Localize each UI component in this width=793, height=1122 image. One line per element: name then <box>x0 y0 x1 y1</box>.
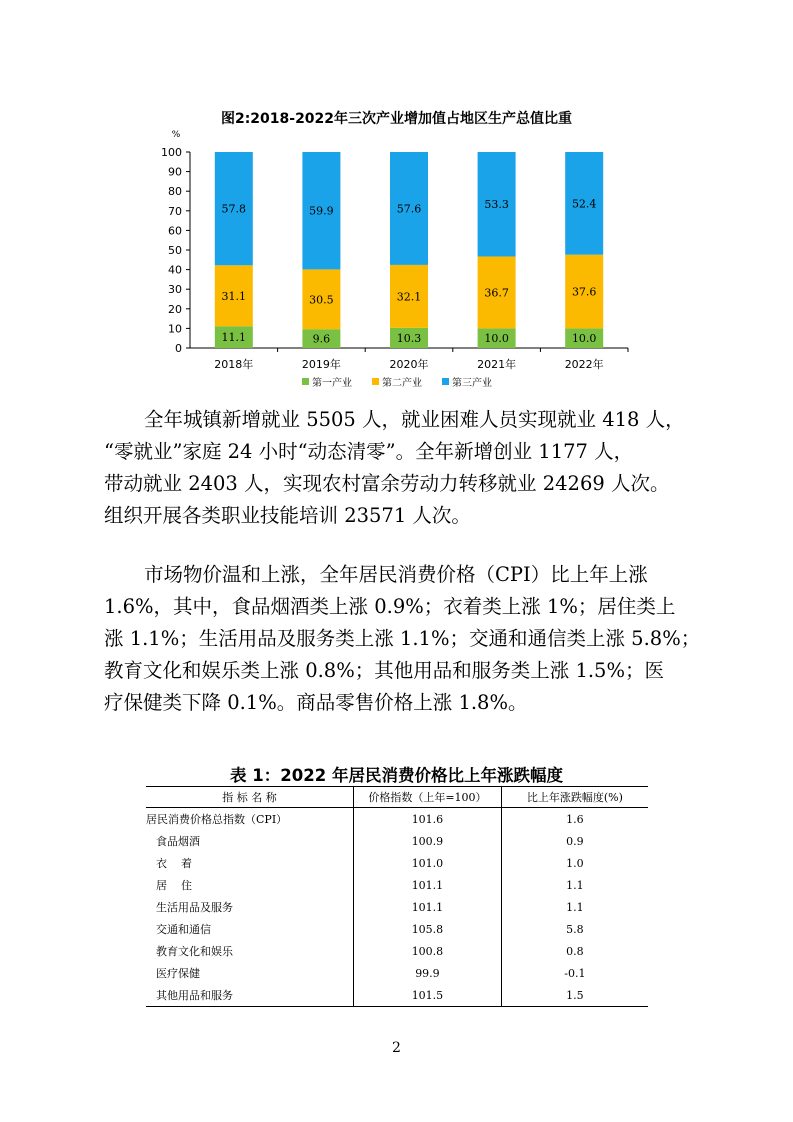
price-paragraph <box>104 559 701 719</box>
legend-label: 第三产业 <box>452 378 492 389</box>
row-index: 100.8 <box>354 940 502 962</box>
y-tick-label: 30 <box>168 283 182 297</box>
y-unit-label: % <box>171 130 181 140</box>
data-label: 32.1 <box>396 290 422 304</box>
header-indicator-name: 指 标 名 称 <box>146 787 354 808</box>
x-tick-label: 2018年 <box>214 358 254 371</box>
data-label: 57.6 <box>396 202 422 216</box>
legend-swatch <box>302 378 309 385</box>
row-index: 101.1 <box>354 874 502 896</box>
row-index: 105.8 <box>354 918 502 940</box>
data-label: 37.6 <box>571 285 597 299</box>
row-name: 居民消费价格总指数（CPI） <box>146 813 288 826</box>
y-tick-label: 60 <box>168 224 182 238</box>
stacked-bar-chart <box>0 0 793 400</box>
row-name: 其他用品和服务 <box>146 984 354 1007</box>
y-tick-label: 40 <box>168 263 182 277</box>
page-number: 2 <box>392 1040 401 1056</box>
table-row <box>146 984 648 1007</box>
y-tick-label: 50 <box>168 244 182 257</box>
legend-label: 第二产业 <box>382 378 422 389</box>
para2-line: 1.6%，其中，食品烟酒类上涨 0.9%；衣着类上涨 1%；居住类上 <box>104 595 676 618</box>
header-change: 比上年涨跌幅度(%) <box>501 787 648 808</box>
row-change: 1.6 <box>501 808 648 831</box>
row-change: 1.5 <box>501 984 648 1007</box>
data-label: 57.8 <box>221 202 247 216</box>
table-header-row <box>146 787 648 808</box>
row-change: -0.1 <box>501 962 648 984</box>
para2-line: 市场物价温和上涨，全年居民消费价格（CPI）比上年上涨 <box>144 563 648 586</box>
row-name: 食品烟酒 <box>156 835 200 848</box>
row-change: 5.8 <box>501 918 648 940</box>
para2-line: 涨 1.1%；生活用品及服务类上涨 1.1%；交通和通信类上涨 5.8%； <box>104 627 701 650</box>
row-index: 101.1 <box>354 896 502 918</box>
table-row <box>146 852 648 874</box>
row-name: 居 住 <box>156 879 192 892</box>
data-label: 59.9 <box>309 204 334 218</box>
row-index: 101.5 <box>354 984 502 1007</box>
row-change: 1.1 <box>501 874 648 896</box>
y-tick-label: 90 <box>168 165 182 179</box>
data-label: 31.1 <box>221 289 247 303</box>
data-label: 53.3 <box>484 198 509 212</box>
row-name: 教育文化和娱乐 <box>156 945 233 958</box>
row-name: 生活用品及服务 <box>156 901 233 914</box>
data-label: 10.0 <box>571 332 597 346</box>
row-change: 0.8 <box>501 940 648 962</box>
data-label: 36.7 <box>484 286 509 300</box>
row-name: 衣 着 <box>156 857 192 870</box>
table-row <box>146 962 648 984</box>
row-index: 99.9 <box>354 962 502 984</box>
data-label: 10.0 <box>484 332 509 346</box>
x-tick-label: 2022年 <box>564 358 604 371</box>
x-tick-label: 2019年 <box>301 358 341 371</box>
table-row <box>146 940 648 962</box>
row-index: 101.6 <box>354 808 502 831</box>
y-tick-label: 70 <box>168 204 182 218</box>
row-change: 1.1 <box>501 896 648 918</box>
table-row <box>146 918 648 940</box>
legend-swatch <box>372 378 379 385</box>
cpi-table <box>146 786 648 1007</box>
data-label: 9.6 <box>312 332 331 346</box>
table-row <box>146 808 648 831</box>
table-row <box>146 896 648 918</box>
y-tick-label: 10 <box>168 322 182 336</box>
y-tick-label: 100 <box>161 146 182 159</box>
data-label: 11.1 <box>221 331 247 345</box>
row-name: 交通和通信 <box>156 923 211 936</box>
row-change: 1.0 <box>501 852 648 874</box>
x-tick-label: 2021年 <box>477 358 517 371</box>
header-price-index: 价格指数（上年=100） <box>354 787 502 808</box>
data-label: 10.3 <box>396 331 422 345</box>
y-tick-label: 80 <box>168 185 182 199</box>
row-change: 0.9 <box>501 830 648 852</box>
para2-line: 教育文化和娱乐类上涨 0.8%；其他用品和服务类上涨 1.5%；医 <box>104 659 664 682</box>
row-name: 医疗保健 <box>156 967 200 980</box>
y-tick-label: 20 <box>168 302 182 316</box>
legend-swatch <box>442 378 449 385</box>
x-tick-label: 2020年 <box>389 358 429 371</box>
row-index: 101.0 <box>354 852 502 874</box>
chart-title: 图2:2018-2022年三次产业增加值占地区生产总值比重 <box>220 111 573 127</box>
para1-line: 带动就业 2403 人，实现农村富余劳动力转移就业 24269 人次。 <box>104 472 670 495</box>
para1-line: 全年城镇新增就业 5505 人，就业困难人员实现就业 418 人， <box>144 408 685 431</box>
data-label: 52.4 <box>571 197 597 211</box>
employment-paragraph <box>104 404 694 532</box>
para1-line: 组织开展各类职业技能培训 23571 人次。 <box>104 504 471 527</box>
para2-line: 疗保健类下降 0.1%。商品零售价格上涨 1.8%。 <box>104 691 528 714</box>
row-index: 100.9 <box>354 830 502 852</box>
table-title: 表 1：2022 年居民消费价格比上年涨跌幅度 <box>230 766 563 785</box>
legend-label: 第一产业 <box>312 378 352 389</box>
para1-line: “零就业”家庭 24 小时“动态清零”。全年新增创业 1177 人， <box>104 440 634 463</box>
y-tick-label: 0 <box>175 342 182 355</box>
table-row <box>146 830 648 852</box>
table-row <box>146 874 648 896</box>
data-label: 30.5 <box>309 293 334 307</box>
